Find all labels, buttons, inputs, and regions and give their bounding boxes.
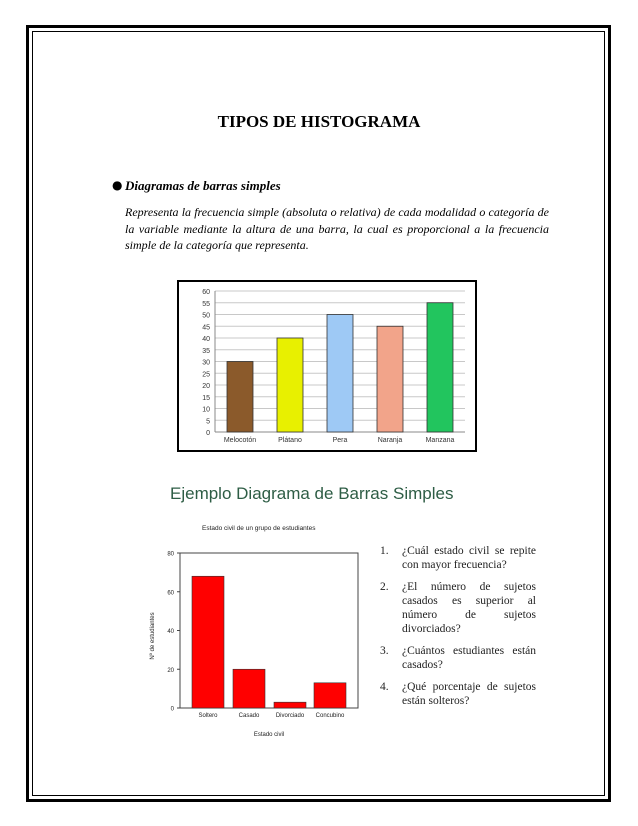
y-tick-label: 0 [170,706,174,713]
question-text: ¿El número de sujetos casados es superior al número de sujetos divorciados? [402,581,536,635]
y-tick-label: 60 [167,590,174,597]
question-item [380,544,536,572]
x-tick-label: Soltero [198,713,218,719]
question-item [380,644,536,672]
y-tick-label: 20 [167,667,174,674]
x-tick-label: Manzana [425,437,455,444]
x-tick-label: Casado [238,713,260,719]
example-section [140,478,540,750]
y-tick-label: 20 [202,383,210,390]
bullet-heading: Diagramas de barras simples [125,178,281,193]
y-tick-label: 60 [202,289,210,296]
example-heading: Ejemplo Diagrama de Barras Simples [170,484,454,503]
y-axis-label: Nº de estudiantes [150,612,156,660]
y-tick-label: 35 [202,347,210,355]
question-text: ¿Cuál estado civil se repite con mayor frecuencia? [402,545,536,571]
y-tick-label: 40 [202,336,210,343]
fruit-chart-svg [179,282,475,450]
y-tick-label: 5 [206,418,210,426]
x-tick-label: Melocotón [223,437,257,444]
y-tick-label: 30 [202,359,210,367]
bar [192,576,224,708]
question-item [380,680,536,708]
civil-status-chart-svg [140,478,380,750]
bullet-icon: ● [112,178,123,192]
bar [227,362,253,433]
bar [314,683,346,708]
question-number: 2. [380,581,389,593]
y-tick-label: 50 [202,312,210,320]
page-title: TIPOS DE HISTOGRAMA [217,112,421,131]
bar [377,326,403,432]
y-tick-label: 80 [167,551,174,558]
question-text: ¿Qué porcentaje de sujetos están solteros? [402,681,536,707]
chart-title: Estado civil de un grupo de estudiantes [202,525,316,532]
question-text: ¿Cuántos estudiantes están casados? [402,645,536,671]
bar [274,702,306,708]
x-tick-label: Concubino [315,713,345,719]
question-list [380,544,536,716]
x-tick-label: Plátano [278,437,302,444]
bar [327,315,353,433]
x-axis-label: Estado civil [253,732,285,738]
y-tick-label: 10 [202,406,210,414]
bar [233,669,265,708]
y-tick-label: 15 [202,394,210,402]
question-number: 1. [380,545,389,557]
fruit-bar-chart [177,280,477,452]
question-number: 3. [380,645,389,657]
x-tick-label: Pera [332,437,348,444]
y-tick-label: 0 [206,430,210,437]
bar [277,338,303,432]
x-tick-label: Divorciado [275,713,305,719]
y-tick-label: 55 [202,300,210,308]
bar [427,303,453,432]
question-item [380,580,536,636]
y-tick-label: 40 [167,629,174,635]
x-tick-label: Naranja [377,437,403,444]
description-paragraph: Representa la frecuencia simple (absoluta o relativa) de cada modalidad o categoría de la variable mediante la altura de una barra, la cual es proporcional a la frecuencia simple de la categoría que representa. [125,205,549,252]
y-tick-label: 45 [202,324,210,332]
question-number: 4. [380,681,389,693]
y-tick-label: 25 [202,371,210,379]
